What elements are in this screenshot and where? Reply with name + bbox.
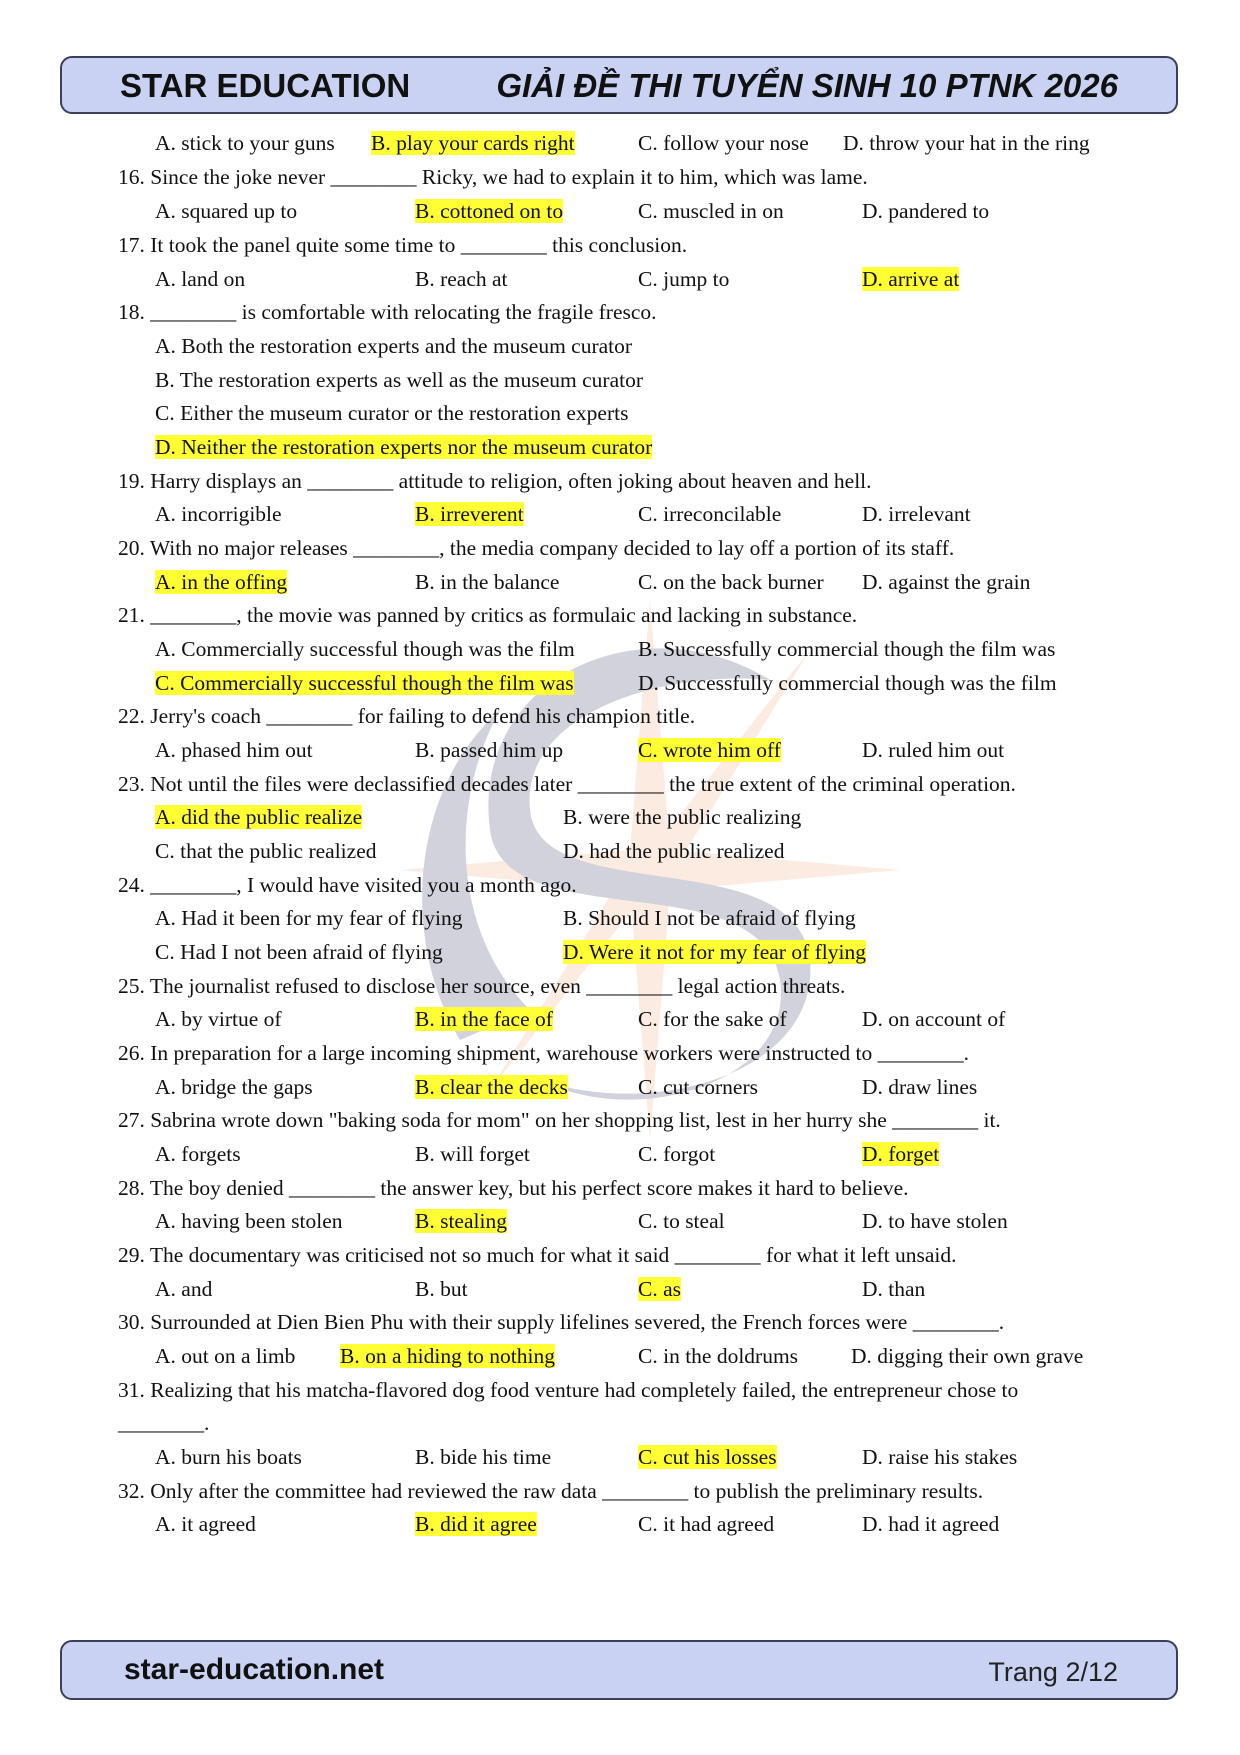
line-text: B. were the public realizing (563, 805, 802, 829)
answer-option (563, 903, 856, 933)
line-text: 27. Sabrina wrote down "baking soda for mom" on her shopping list, lest in her hurry she ________ it. (118, 1108, 1001, 1132)
exam-title: GIẢI ĐỀ THI TUYỂN SINH 10 PTNK 2026 (496, 67, 1118, 104)
question-text (118, 870, 577, 900)
answer-option (638, 1139, 715, 1169)
answer-option-correct (638, 735, 781, 765)
line-text: D. to have stolen (862, 1209, 1008, 1233)
line-text: D. Neither the restoration experts nor the museum curator (155, 435, 653, 459)
line-text: A. by virtue of (155, 1007, 282, 1031)
answer-option (638, 634, 1055, 664)
answer-option-correct (340, 1341, 555, 1371)
answer-option (155, 1072, 313, 1102)
answer-option (862, 735, 1004, 765)
answer-option-correct (415, 196, 563, 226)
answer-option (155, 331, 632, 361)
line-text: C. it had agreed (638, 1512, 775, 1536)
answer-option (155, 1442, 302, 1472)
line-text: B. stealing (415, 1209, 507, 1233)
question-text (118, 600, 857, 630)
answer-option-correct (155, 567, 287, 597)
answer-option (862, 1509, 999, 1539)
answer-option (638, 1072, 758, 1102)
line-text: C. Commercially successful though the film was (155, 671, 574, 695)
line-text: C. in the doldrums (638, 1344, 799, 1368)
line-text: 22. Jerry's coach ________ for failing to defend his champion title. (118, 704, 696, 728)
answer-option (155, 1341, 295, 1371)
question-text (118, 1476, 983, 1506)
answer-option (638, 1509, 774, 1539)
line-text: 24. ________, I would have visited you a month ago. (118, 873, 577, 897)
answer-option (851, 1341, 1083, 1371)
line-text: A. Commercially successful though was the film (155, 637, 575, 661)
answer-option-correct (415, 1509, 537, 1539)
line-text: 25. The journalist refused to disclose her source, even ________ legal action threats. (118, 974, 846, 998)
line-text: B. irreverent (415, 502, 524, 526)
line-text: C. muscled in on (638, 199, 784, 223)
answer-option (638, 196, 784, 226)
line-text: A. incorrigible (155, 502, 282, 526)
answer-option (155, 1274, 212, 1304)
answer-option (563, 836, 784, 866)
line-text: A. bridge the gaps (155, 1075, 313, 1099)
answer-option-correct (415, 1206, 507, 1236)
question-text (118, 1240, 957, 1270)
line-text: B. clear the decks (415, 1075, 568, 1099)
answer-option-correct (371, 128, 575, 158)
line-text: D. raise his stakes (862, 1445, 1018, 1469)
website-link[interactable]: star-education.net (124, 1653, 385, 1686)
answer-option (155, 1004, 282, 1034)
line-text: D. had it agreed (862, 1512, 1000, 1536)
answer-option-correct (415, 1004, 553, 1034)
question-text (118, 230, 687, 260)
answer-option (862, 1206, 1008, 1236)
line-text: B. bide his time (415, 1445, 552, 1469)
answer-option (638, 264, 729, 294)
line-text: ________. (118, 1411, 210, 1435)
answer-option (638, 1206, 725, 1236)
line-text: 20. With no major releases ________, the media company decided to lay off a portion of its staff. (118, 536, 955, 560)
question-text (118, 971, 845, 1001)
line-text: A. out on a limb (155, 1344, 296, 1368)
line-text: B. but (415, 1277, 468, 1301)
question-text (118, 162, 868, 192)
line-text: D. throw your hat in the ring (843, 131, 1090, 155)
question-text (118, 769, 1016, 799)
line-text: B. passed him up (415, 738, 564, 762)
answer-option (862, 1274, 925, 1304)
line-text: C. to steal (638, 1209, 725, 1233)
answer-option (862, 567, 1030, 597)
line-text: 31. Realizing that his matcha-flavored dog food venture had completely failed, the entrepreneur chose to (118, 1378, 1019, 1402)
question-text (118, 1408, 209, 1438)
line-text: D. than (862, 1277, 926, 1301)
answer-option-correct (415, 1072, 568, 1102)
question-text (118, 297, 657, 327)
line-text: 18. ________ is comfortable with relocating the fragile fresco. (118, 300, 657, 324)
line-text: D. arrive at (862, 267, 960, 291)
line-text: 21. ________, the movie was panned by critics as formulaic and lacking in substance. (118, 603, 858, 627)
answer-option-correct (563, 937, 866, 967)
line-text: 29. The documentary was criticised not so much for what it said ________ for what it left unsaid. (118, 1243, 957, 1267)
line-text: D. pandered to (862, 199, 990, 223)
answer-option (155, 1206, 343, 1236)
line-text: A. burn his boats (155, 1445, 302, 1469)
answer-option-correct (862, 1139, 939, 1169)
question-text (118, 533, 954, 563)
answer-option (415, 1274, 468, 1304)
answer-option-correct (638, 1274, 681, 1304)
answer-option (638, 1341, 798, 1371)
answer-option (638, 499, 781, 529)
line-text: A. did the public realize (155, 805, 363, 829)
answer-option (415, 567, 559, 597)
line-text: A. forgets (155, 1142, 241, 1166)
line-text: A. it agreed (155, 1512, 256, 1536)
line-text: D. Were it not for my fear of flying (563, 940, 866, 964)
line-text: A. Both the restoration experts and the museum curator (155, 334, 633, 358)
line-text: A. squared up to (155, 199, 298, 223)
answer-option (155, 937, 443, 967)
line-text: B. will forget (415, 1142, 530, 1166)
answer-option-correct (155, 432, 652, 462)
answer-option (862, 499, 971, 529)
question-text (118, 1173, 909, 1203)
page-footer (60, 1640, 1178, 1700)
line-text: B. on a hiding to nothing (340, 1344, 555, 1368)
question-text (118, 701, 695, 731)
line-text: 16. Since the joke never ________ Ricky, we had to explain it to him, which was lame. (118, 165, 868, 189)
line-text: B. play your cards right (371, 131, 575, 155)
line-text: 32. Only after the committee had reviewed the raw data ________ to publish the preliminary results. (118, 1479, 984, 1503)
brand-name: STAR EDUCATION (120, 67, 411, 104)
answer-option (638, 567, 824, 597)
line-text: D. digging their own grave (851, 1344, 1084, 1368)
answer-option (862, 1072, 977, 1102)
answer-option-correct (415, 499, 524, 529)
answer-option (155, 365, 643, 395)
line-text: D. Successfully commercial though was the film (638, 671, 1057, 695)
line-text: B. reach at (415, 267, 508, 291)
answer-option (638, 668, 1057, 698)
answer-option (155, 735, 313, 765)
answer-option (155, 634, 575, 664)
line-text: A. having been stolen (155, 1209, 343, 1233)
page-number: Trang 2/12 (988, 1657, 1118, 1687)
line-text: 17. It took the panel quite some time to ________ this conclusion. (118, 233, 688, 257)
line-text: A. and (155, 1277, 213, 1301)
answer-option-correct (638, 1442, 777, 1472)
answer-option-correct (155, 802, 362, 832)
line-text: D. had the public realized (563, 839, 785, 863)
answer-option (862, 196, 989, 226)
line-text: A. Had it been for my fear of flying (155, 906, 463, 930)
answer-option (862, 1442, 1017, 1472)
line-text: C. Either the museum curator or the restoration experts (155, 401, 629, 425)
line-text: 26. In preparation for a large incoming shipment, warehouse workers were instructed to ________. (118, 1041, 970, 1065)
answer-option (155, 499, 282, 529)
answer-option (563, 802, 801, 832)
line-text: D. draw lines (862, 1075, 978, 1099)
line-text: 19. Harry displays an ________ attitude to religion, often joking about heaven and hell. (118, 469, 872, 493)
line-text: C. as (638, 1277, 681, 1301)
line-text: 30. Surrounded at Dien Bien Phu with their supply lifelines severed, the French forces were ________. (118, 1310, 1005, 1334)
line-text: B. The restoration experts as well as the museum curator (155, 368, 643, 392)
question-text (118, 1307, 1004, 1337)
line-text: C. cut his losses (638, 1445, 777, 1469)
line-text: A. land on (155, 267, 246, 291)
line-text: A. stick to your guns (155, 131, 335, 155)
line-text: C. wrote him off (638, 738, 781, 762)
line-text: A. in the offing (155, 570, 288, 594)
line-text: B. in the face of (415, 1007, 553, 1031)
question-text (118, 466, 872, 496)
line-text: D. against the grain (862, 570, 1031, 594)
answer-option (155, 398, 628, 428)
answer-option (638, 1004, 787, 1034)
answer-option (415, 1139, 530, 1169)
answer-option (155, 836, 377, 866)
line-text: B. Successfully commercial though the film was (638, 637, 1056, 661)
line-text: 28. The boy denied ________ the answer key, but his perfect score makes it hard to believe. (118, 1176, 909, 1200)
answer-option (155, 903, 462, 933)
line-text: D. on account of (862, 1007, 1006, 1031)
page-header (60, 56, 1178, 114)
line-text: C. irreconcilable (638, 502, 782, 526)
answer-option (415, 264, 508, 294)
answer-option (843, 128, 1090, 158)
question-text (118, 1105, 1001, 1135)
line-text: C. cut corners (638, 1075, 759, 1099)
answer-option (415, 735, 563, 765)
answer-option (155, 264, 245, 294)
answer-option-correct (155, 668, 574, 698)
answer-option (862, 1004, 1005, 1034)
question-text (118, 1375, 1018, 1405)
line-text: 23. Not until the files were declassified decades later ________ the true extent of the criminal operation. (118, 772, 1016, 796)
line-text: D. ruled him out (862, 738, 1005, 762)
line-text: A. phased him out (155, 738, 313, 762)
answer-option (155, 1509, 256, 1539)
line-text: D. irrelevant (862, 502, 971, 526)
line-text: C. on the back burner (638, 570, 824, 594)
line-text: C. forgot (638, 1142, 716, 1166)
line-text: D. forget (862, 1142, 940, 1166)
answer-option (155, 196, 297, 226)
line-text: C. that the public realized (155, 839, 377, 863)
line-text: C. jump to (638, 267, 730, 291)
question-text (118, 1038, 969, 1068)
answer-option-correct (862, 264, 959, 294)
answer-option (155, 128, 335, 158)
line-text: C. for the sake of (638, 1007, 787, 1031)
answer-option (415, 1442, 551, 1472)
line-text: B. Should I not be afraid of flying (563, 906, 856, 930)
answer-option (155, 1139, 241, 1169)
line-text: C. Had I not been afraid of flying (155, 940, 443, 964)
answer-option (638, 128, 809, 158)
line-text: B. in the balance (415, 570, 560, 594)
line-text: B. cottoned on to (415, 199, 564, 223)
line-text: C. follow your nose (638, 131, 809, 155)
line-text: B. did it agree (415, 1512, 537, 1536)
